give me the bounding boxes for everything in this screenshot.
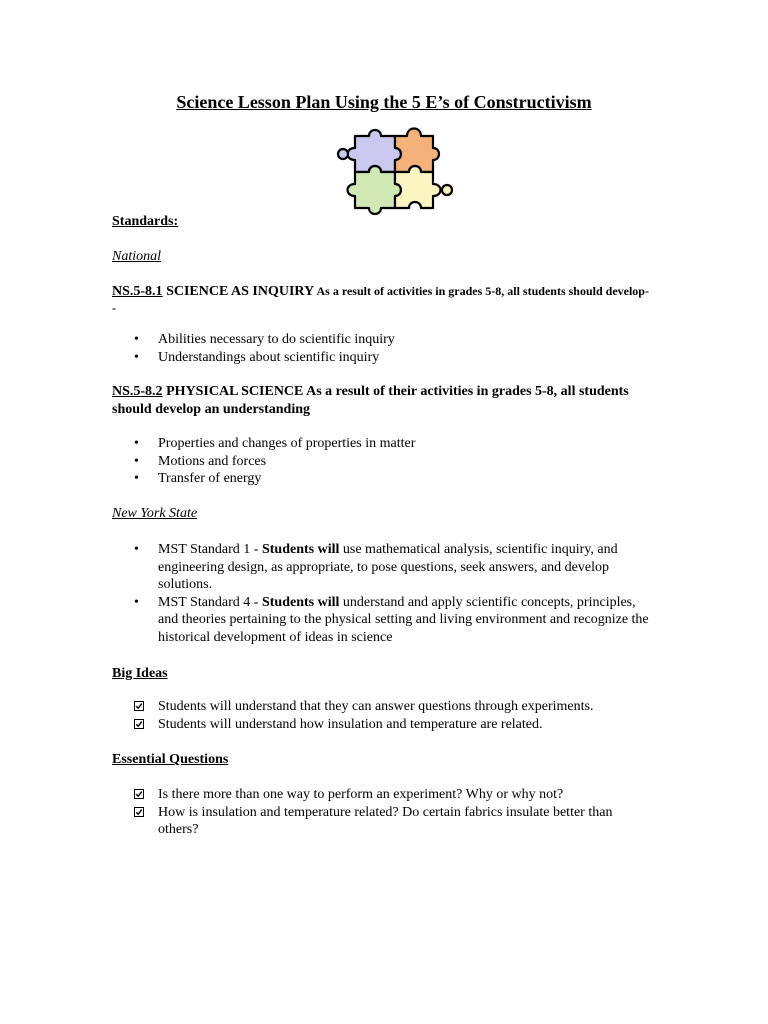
list-item <box>112 541 652 594</box>
national-label: National <box>112 249 162 264</box>
bullet: • <box>134 349 139 365</box>
ns-5-8-1-name: SCIENCE AS INQUIRY <box>162 284 315 299</box>
big-ideas-list <box>112 698 652 733</box>
mst-standard-1-text: use mathematical analysis, scientific inquiry, and engineering design, as appropriate, to pose questions, seek answers, and develop solutions. <box>158 542 618 592</box>
standards-heading: Standards: <box>112 214 179 229</box>
list-item <box>112 331 652 349</box>
puzzle-pieces-icon <box>333 120 455 216</box>
list-item <box>112 470 652 488</box>
checkbox-check-icon <box>134 701 144 711</box>
mst-standard-4-prefix: MST Standard 4 - <box>158 594 262 610</box>
page-title: Science Lesson Plan Using the 5 E’s of Constructivism <box>176 92 592 112</box>
list-item <box>112 804 652 839</box>
new-york-state-label: New York State <box>112 506 198 521</box>
puzzle-piece-yellow <box>395 166 441 208</box>
list-item-text: Students will understand that they can answer questions through experiments. <box>158 699 594 714</box>
checkbox-check-icon <box>134 789 144 799</box>
ns-5-8-1-list <box>112 331 652 366</box>
nys-standards-list <box>112 541 652 646</box>
ns-5-8-2-standard <box>112 383 652 418</box>
list-item <box>112 594 652 647</box>
list-item-text: Motions and forces <box>158 453 267 469</box>
big-ideas-heading: Big Ideas <box>112 666 168 681</box>
bullet: • <box>134 436 139 451</box>
mst-standard-1-bold: Students will <box>261 542 340 557</box>
checkbox-check-icon <box>134 807 144 817</box>
list-item-text: Understandings about scientific inquiry <box>158 349 380 365</box>
mst-standard-1-prefix: MST Standard 1 - <box>158 542 262 557</box>
list-item <box>112 435 652 453</box>
list-item-text: Abilities necessary to do scientific inquiry <box>158 332 395 347</box>
list-item <box>112 453 652 471</box>
ns-5-8-2-list <box>112 435 652 488</box>
list-item <box>112 349 652 367</box>
mst-standard-4-text: understand and apply scientific concepts, principles, and theories pertaining to the physical setting and living environment and recognize the historical development of ideas in science <box>158 594 649 645</box>
essential-questions-list <box>112 786 652 839</box>
bullet: • <box>134 332 139 347</box>
puzzle-knob <box>442 185 452 195</box>
bullet: • <box>134 594 139 610</box>
list-item <box>112 716 652 734</box>
list-item-text: How is insulation and temperature related? Do certain fabrics insulate better than others? <box>158 804 613 837</box>
list-item <box>112 698 652 716</box>
essential-questions-heading: Essential Questions <box>112 752 229 767</box>
list-item-text: Students will understand how insulation and temperature are related. <box>158 716 543 732</box>
list-item-text: Is there more than one way to perform an experiment? Why or why not? <box>158 787 564 802</box>
puzzle-knob <box>338 149 348 159</box>
ns-5-8-1-standard <box>112 283 652 317</box>
ns-5-8-1-code: NS.5-8.1 <box>112 284 163 299</box>
mst-standard-4-bold: Students will <box>261 594 340 610</box>
list-item-text: Properties and changes of properties in matter <box>158 436 416 451</box>
list-item <box>112 786 652 804</box>
ns-5-8-2-description: As a result of their activities in grades 5-8, all students should develop an understanding <box>112 384 629 417</box>
bullet: • <box>134 542 139 557</box>
bullet: • <box>134 453 139 469</box>
puzzle-piece-green <box>348 166 402 214</box>
checkbox-check-icon <box>134 719 144 729</box>
ns-5-8-2-name: PHYSICAL SCIENCE <box>162 384 304 399</box>
ns-5-8-1-description: As a result of activities in grades 5-8, all students should develop-- <box>112 284 649 315</box>
list-item-text: Transfer of energy <box>158 471 262 486</box>
bullet: • <box>134 471 139 486</box>
ns-5-8-2-code: NS.5-8.2 <box>112 384 163 399</box>
